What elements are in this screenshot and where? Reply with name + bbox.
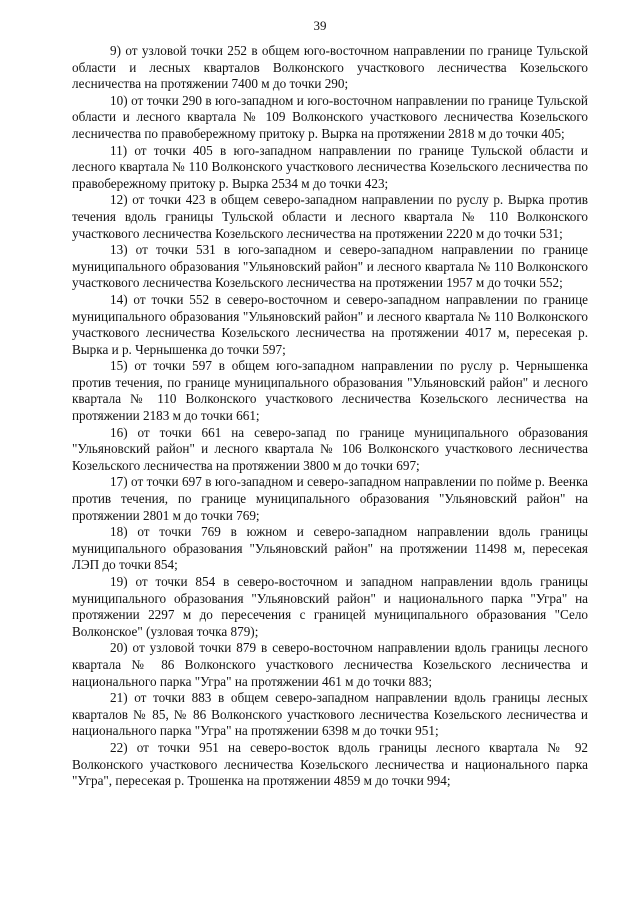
paragraph-17: 17) от точки 697 в юго-западном и северо-западном направлении по пойме р. Веенка против течения, по границе муниципального образования "Ульяновский район" на протяжении 2801 м до точки 769; [72, 474, 588, 523]
paragraph-11: 11) от точки 405 в юго-западном направлении по границе Тульской области и лесного квартала № 110 Волконского участкового лесничества Козельского лесничества по правобережному притоку р. Вырка 2534 м до точки 423; [72, 142, 588, 191]
paragraph-12: 12) от точки 423 в общем северо-западном направлении по руслу р. Вырка против течения вдоль границы Тульской области и лесного квартала № 110 Волконского участкового лесничества Козельского лесничества на протяжении 2220 м до точки 531; [72, 192, 588, 241]
paragraph-20: 20) от узловой точки 879 в северо-восточном направлении вдоль границы лесного квартала № 86 Волконского участкового лесничества Козельского лесничества и национального парка "Угра" на протяжении 461 м до точки 883; [72, 640, 588, 689]
paragraph-22: 22) от точки 951 на северо-восток вдоль границы лесного квартала № 92 Волконского участкового лесничества Козельского лесничества и национального парка "Угра", пересекая р. Трошенка на протяжении 4859 м до точки 994; [72, 739, 588, 789]
paragraph-13: 13) от точки 531 в юго-западном и северо-западном направлении по границе муниципального образования "Ульяновский район" и лесного квартала № 110 Волконского участкового лесничества Козельского лесничества на протяжении 1957 м до точки 552; [72, 242, 588, 291]
paragraph-14: 14) от точки 552 в северо-восточном и северо-западном направлении по границе муниципального образования "Ульяновский район" и лесного квартала № 110 Волконского участкового лесничества Козельского лесничества на протяжении 4017 м, пересекая р. Вырка и р. Чернышенка до точки 597; [72, 291, 588, 357]
paragraph-18: 18) от точки 769 в южном и северо-западном направлении вдоль границы муниципального образования "Ульяновский район" на протяжении 11498 м, пересекая ЛЭП до точки 854; [72, 524, 588, 573]
paragraph-16: 16) от точки 661 на северо-запад по границе муниципального образования "Ульяновский район" и лесного квартала № 106 Волконского участкового лесничества Козельского лесничества на протяжении 3800 м до точки 697; [72, 424, 588, 473]
paragraph-19: 19) от точки 854 в северо-восточном и западном направлении вдоль границы муниципального образования "Ульяновский район" и национального парка "Угра" на протяжении 2297 м до пересечения с границей муниципального образования "Село Волконское" (узловая точка 879); [72, 574, 588, 639]
page-number: 39 [313, 18, 327, 33]
paragraph-10: 10) от точки 290 в юго-западном и юго-восточном направлении по границе Тульской области и лесного квартала № 109 Волконского участкового лесничества Козельского лесничества по правобережному притоку р. Вырка на протяжении 2818 м до точки 405; [72, 92, 588, 141]
paragraph-9: 9) от узловой точки 252 в общем юго-восточном направлении по границе Тульской области и лесных кварталов Волконского участкового лесничества Козельского лесничества на протяжении 7400 м до точки 290; [72, 43, 588, 92]
paragraph-21: 21) от точки 883 в общем северо-западном направлении вдоль границы лесных кварталов № 85, № 86 Волконского участкового лесничества Козельского лесничества и национального парка "Угра" на протяжении 6398 м до точки 951; [72, 690, 588, 739]
document-body [72, 43, 588, 790]
paragraph-15: 15) от точки 597 в общем юго-западном направлении по руслу р. Чернышенка против течения, по границе муниципального образования "Ульяновский район" и лесного квартала № 110 Волконского участкового лесничества Козельского лесничества на протяжении 2183 м до точки 661; [72, 358, 588, 424]
